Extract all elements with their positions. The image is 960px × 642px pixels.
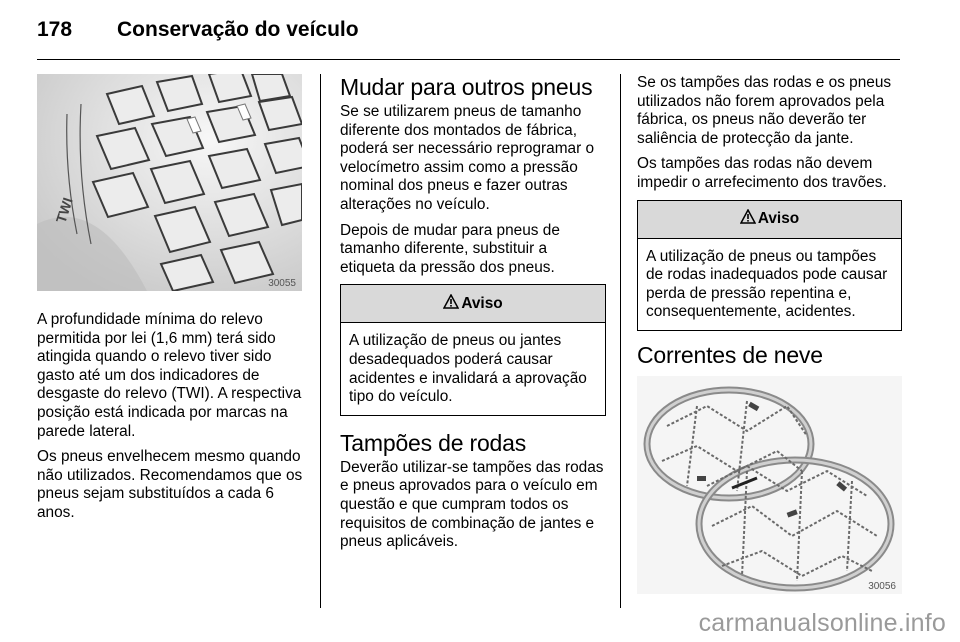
section-heading: Tampões de rodas: [340, 429, 527, 456]
column-divider-1: [320, 74, 321, 608]
header-rule: [37, 59, 900, 60]
warning-text: A utilização de pneus ou jantes desadequados poderá causar acidentes e invalidará a aprovação tipo do veículo.: [349, 332, 587, 406]
paragraph: Os tampões das rodas não devem impedir o arrefecimento dos travões.: [637, 155, 887, 191]
warning-box: [340, 284, 606, 415]
watermark: carmanualsonline.info: [698, 609, 946, 637]
warning-header: [638, 201, 901, 239]
paragraph: Depois de mudar para pneus de tamanho diferente, substituir a etiqueta da pressão dos pneus.: [340, 221, 560, 276]
tire-tread-figure: [37, 74, 302, 291]
warning-triangle-icon: [740, 209, 756, 229]
warning-title: Aviso: [461, 294, 503, 312]
paragraph: Deverão utilizar-se tampões das rodas e pneus aprovados para o veículo em questão e que cumpram todos os requisitos de combinação de jantes e pneus aplicáveis.: [340, 458, 604, 551]
snow-chains-illustration: [637, 376, 902, 594]
section-heading: Mudar para outros pneus: [340, 74, 593, 100]
page-title: Conservação do veículo: [117, 18, 359, 41]
tread-indicator-label: TWI: [52, 195, 76, 225]
warning-box: [637, 200, 902, 331]
tire-tread-illustration: [37, 74, 302, 291]
page-number: 178: [37, 18, 73, 41]
paragraph: A profundidade mínima do relevo permitida por lei (1,6 mm) terá sido atingida quando o relevo tiver sido gasto até um dos indicadores de desgaste do relevo (TWI). A respectiva posição está indicada por marcas na parede lateral.: [37, 311, 302, 440]
paragraph: Se os tampões das rodas e os pneus utilizados não forem aprovados pela fábrica, os pneus não deverão ter saliência de protecção da jante.: [637, 74, 892, 147]
section-heading: Correntes de neve: [637, 341, 823, 368]
warning-text: A utilização de pneus ou tampões de rodas inadequados pode causar perda de pressão repentina e, consequentemente, acidentes.: [646, 247, 888, 321]
warning-title: Aviso: [757, 210, 800, 228]
page-header: [0, 0, 960, 60]
column-3: [637, 74, 902, 594]
warning-header: [341, 285, 605, 323]
figure-code: 30056: [868, 580, 896, 592]
warning-triangle-icon: [443, 294, 459, 314]
figure-code: 30055: [268, 278, 296, 289]
snow-chains-figure: [637, 376, 902, 594]
column-1: [37, 74, 307, 530]
paragraph: Se se utilizarem pneus de tamanho diferente dos montados de fábrica, poderá ser necessário reprogramar o velocímetro assim como a pressão nominal dos pneus e fazer outras alterações no veículo.: [340, 103, 595, 213]
paragraph: Os pneus envelhecem mesmo quando não utilizados. Recomendamos que os pneus sejam substituídos a cada 6 anos.: [37, 448, 303, 521]
column-2: [340, 74, 606, 559]
column-divider-2: [620, 74, 621, 608]
